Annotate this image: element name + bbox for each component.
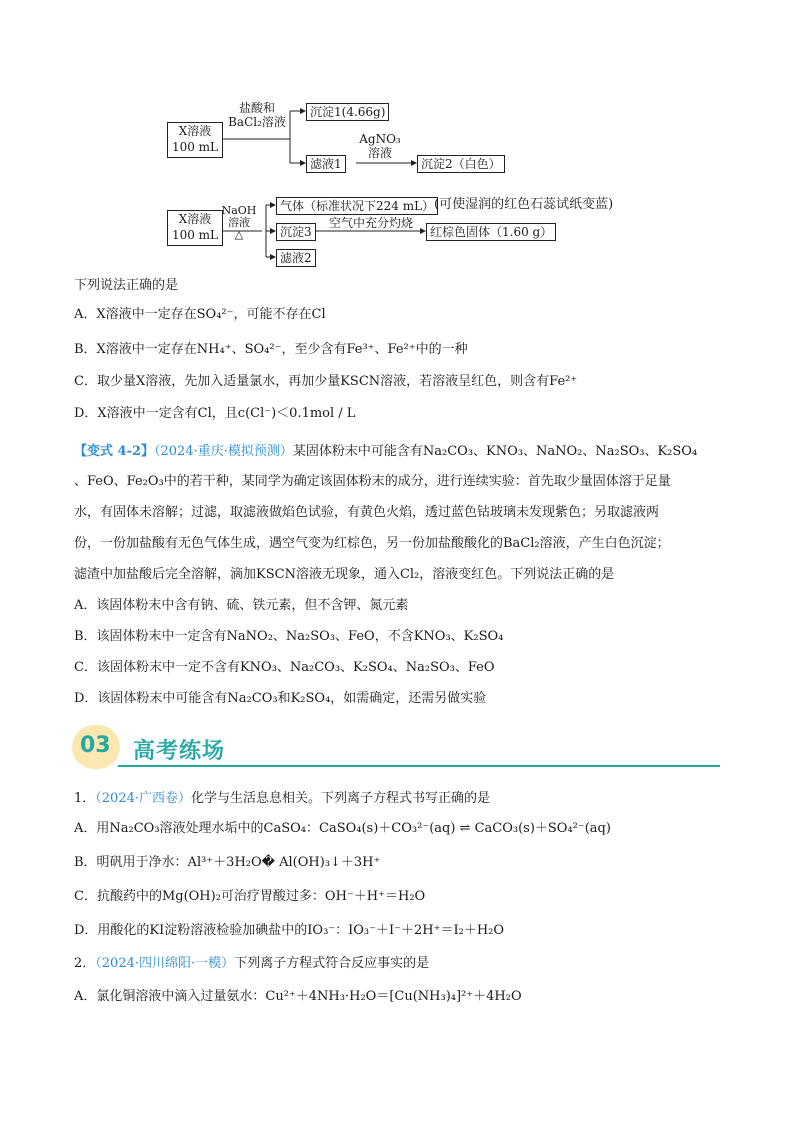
x-solution-box-2 — [167, 210, 223, 246]
precipitate-3-box: 沉淀3 — [276, 223, 316, 241]
gas-box: 气体（标准状况下224 mL） — [276, 197, 438, 215]
p2-source: （2024·四川绵阳·一模） — [95, 956, 235, 971]
variant-line-4: 份，一份加盐酸有无色气体生成，遇空气变为红棕色，另一份加盐酸酸化的BaCl₂溶液，产生白色沉淀； — [74, 536, 670, 551]
reagent-2-line-2: 溶液 — [367, 146, 392, 160]
q1-option-a: A．X溶液中一定存在SO₄²⁻，可能不存在Cl — [74, 307, 326, 322]
gas-note: (可使湿润的红色石蕊试纸变蓝) — [434, 197, 614, 212]
variant-option-d: D．该固体粉末中可能含有Na₂CO₃和K₂SO₄，如需确定，还需另做实验 — [74, 691, 487, 706]
section-rule — [118, 765, 720, 767]
x-box-line-2: 100 mL — [171, 140, 219, 154]
filtrate-2-box: 滤液2 — [276, 249, 316, 267]
p1-header — [74, 790, 490, 808]
variant-tag: 【变式 4-2】 — [74, 444, 155, 459]
variant-option-b: B．该固体粉末中一定含有NaNO₂、Na₂SO₃、FeO，不含KNO₃、K₂SO₄ — [74, 629, 504, 644]
red-brown-solid-box: 红棕色固体（1.60 g） — [426, 223, 556, 241]
variant-line-5: 滤渣中加盐酸后完全溶解，滴加KSCN溶液无现象，通入Cl₂，溶液变红色。下列说法正确的是 — [74, 567, 615, 582]
p1-source: （2024·广西卷） — [95, 791, 191, 806]
variant-option-a: A．该固体粉末中含有钠、硫、铁元素，但不含钾、氮元素 — [74, 598, 409, 613]
precipitate-1-box: 沉淀1(4.66g) — [306, 103, 389, 121]
reagent-2-label — [352, 132, 408, 160]
p2-number: 2． — [74, 956, 96, 971]
variant-source: （2024·重庆·模拟预测） — [154, 444, 293, 459]
reagent-1-line-1: 盐酸和 — [238, 101, 275, 115]
variant-option-c: C．该固体粉末中一定不含有KNO₃、Na₂CO₃、K₂SO₄、Na₂SO₃、FeO — [74, 660, 495, 675]
precipitate-2-box: 沉淀2（白色） — [417, 155, 505, 173]
q1-option-d: D．X溶液中一定含有Cl，且c(Cl⁻)＜0.1mol / L — [74, 406, 356, 421]
q1-stem: 下列说法正确的是 — [74, 278, 179, 293]
p1-option-c: C．抗酸药中的Mg(OH)₂可治疗胃酸过多：OH⁻＋H⁺＝H₂O — [74, 889, 426, 904]
x-box-2-line-1: X溶液 — [178, 212, 212, 226]
p1-stem: 化学与生活息息相关。下列离子方程式书写正确的是 — [191, 791, 491, 806]
x-box-line-1: X溶液 — [178, 124, 212, 138]
ignite-label: 空气中充分灼烧 — [328, 216, 413, 230]
section-number: 03 — [80, 733, 111, 758]
reagent-1-line-2: BaCl₂溶液 — [228, 115, 286, 129]
x-box-2-line-2: 100 mL — [171, 228, 219, 242]
p2-option-a: A．氯化铜溶液中滴入过量氨水：Cu²⁺＋4NH₃·H₂O＝[Cu(NH₃)₄]²⁺＋4H₂O — [74, 989, 522, 1004]
filtrate-1-box: 滤液1 — [306, 155, 346, 173]
variant-line-1: 某固体粉末中可能含有Na₂CO₃、KNO₃、NaNO₂、Na₂SO₃、K₂SO₄ — [292, 444, 698, 459]
naoh-label — [216, 205, 262, 241]
q1-option-b: B．X溶液中一定存在NH₄⁺、SO₄²⁻，至少含有Fe³⁺、Fe²⁺中的一种 — [74, 342, 468, 357]
p1-number: 1． — [74, 791, 96, 806]
p2-stem: 下列离子方程式符合反应事实的是 — [234, 956, 430, 971]
section-title: 高考练场 — [133, 739, 226, 764]
variant-header — [74, 443, 697, 461]
p1-option-b: B．明矾用于净水：Al³⁺＋3H₂O� Al(OH)₃↓＋3H⁺ — [74, 855, 381, 870]
p2-header — [74, 955, 429, 973]
p1-option-d: D．用酸化的KI淀粉溶液检验加碘盐中的IO₃⁻：IO₃⁻＋I⁻＋2H⁺＝I₂＋H₂O — [74, 923, 505, 938]
p1-option-a: A．用Na₂CO₃溶液处理水垢中的CaSO₄：CaSO₄(s)＋CO₃²⁻(aq) ⇌ CaCO₃(s)＋SO₄²⁻(aq) — [74, 821, 611, 836]
naoh-line-1: NaOH — [221, 204, 257, 217]
q1-option-c: C．取少量X溶液，先加入适量氯水，再加少量KSCN溶液，若溶液呈红色，则含有Fe²⁺ — [74, 374, 578, 389]
reagent-2-line-1: AgNO₃ — [359, 132, 401, 146]
variant-line-2: 、FeO、Fe₂O₃中的若干种，某同学为确定该固体粉末的成分，进行连续实验：首先取少量固体溶于足量 — [74, 474, 671, 489]
variant-line-3: 水，有固体未溶解；过滤，取滤液做焰色试验，有黄色火焰，透过蓝色钴玻璃未发现紫色；另取滤液两 — [74, 505, 660, 520]
heat-symbol: △ — [234, 228, 244, 241]
naoh-line-2: 溶液 — [228, 216, 250, 229]
